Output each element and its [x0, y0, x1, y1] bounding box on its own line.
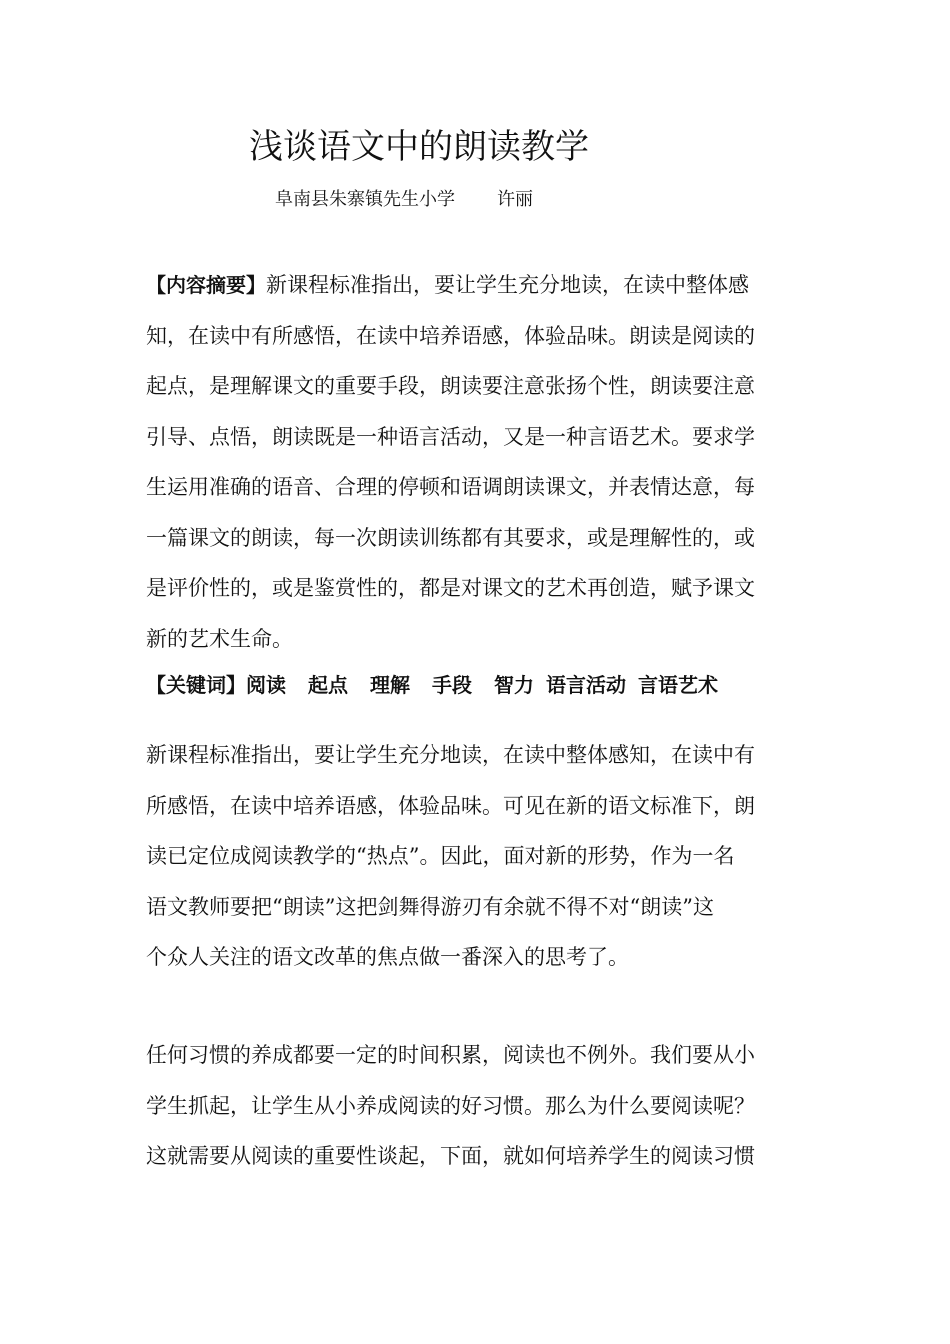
keyword: 言语艺术 [638, 673, 718, 697]
abstract-line [146, 260, 808, 311]
abstract-line: 知，在读中有所感悟，在读中培养语感，体验品味。朗读是阅读的 [146, 323, 755, 348]
body-paragraph-1 [146, 730, 808, 983]
paragraph-line: 所感悟，在读中培养语感，体验品味。可见在新的语文标准下，朗 [146, 793, 755, 818]
abstract-paragraph [146, 260, 808, 664]
paragraph-line: 个众人关注的语文改革的焦点做一番深入的思考了。 [146, 945, 629, 969]
keyword: 手段 [432, 673, 472, 697]
document-title: 浅谈语文中的朗读教学 [249, 127, 589, 167]
keyword: 阅读 [246, 673, 286, 697]
abstract-label: 【内容摘要】 [146, 273, 266, 297]
keyword: 起点 [308, 673, 348, 697]
keyword: 智力 [494, 673, 534, 697]
body-paragraph-2 [146, 1030, 808, 1182]
byline [275, 186, 533, 214]
school-name: 阜南县朱寨镇先生小学 [275, 189, 455, 210]
abstract-line: 引导、点悟，朗读既是一种语言活动，又是一种言语艺术。要求学 [146, 424, 755, 449]
paragraph-line: 任何习惯的养成都要一定的时间积累，阅读也不例外。我们要从小 [146, 1043, 755, 1067]
paragraph-line: 新课程标准指出，要让学生充分地读，在读中整体感知，在读中有 [146, 743, 755, 767]
keyword: 语言活动 [546, 673, 626, 697]
paragraph-line: 语文教师要把“朗读”这把剑舞得游刃有余就不得不对“朗读”这 [146, 894, 714, 919]
author-name: 许丽 [497, 189, 533, 210]
keywords-label: 【关键词】 [146, 673, 246, 697]
paragraph-line: 这就需要从阅读的重要性谈起，下面，就如何培养学生的阅读习惯 [146, 1144, 755, 1168]
paragraph-line: 学生抓起，让学生从小养成阅读的好习惯。那么为什么要阅读呢？ [146, 1093, 755, 1118]
keyword: 理解 [370, 673, 410, 697]
abstract-line: 新的艺术生命。 [146, 626, 293, 651]
abstract-text: 新课程标准指出，要让学生充分地读，在读中整体感 [266, 273, 749, 297]
abstract-line: 起点，是理解课文的重要手段，朗读要注意张扬个性，朗读要注意 [146, 374, 755, 398]
abstract-line: 生运用准确的语音、合理的停顿和语调朗读课文，并表情达意，每 [146, 475, 755, 499]
abstract-line: 是评价性的，或是鉴赏性的，都是对课文的艺术再创造，赋予课文 [146, 576, 755, 600]
abstract-line: 一篇课文的朗读，每一次朗读训练都有其要求，或是理解性的，或 [146, 525, 755, 550]
keywords-line [146, 660, 826, 710]
paragraph-line: 读已定位成阅读教学的“热点”。因此，面对新的形势，作为一名 [146, 844, 735, 868]
